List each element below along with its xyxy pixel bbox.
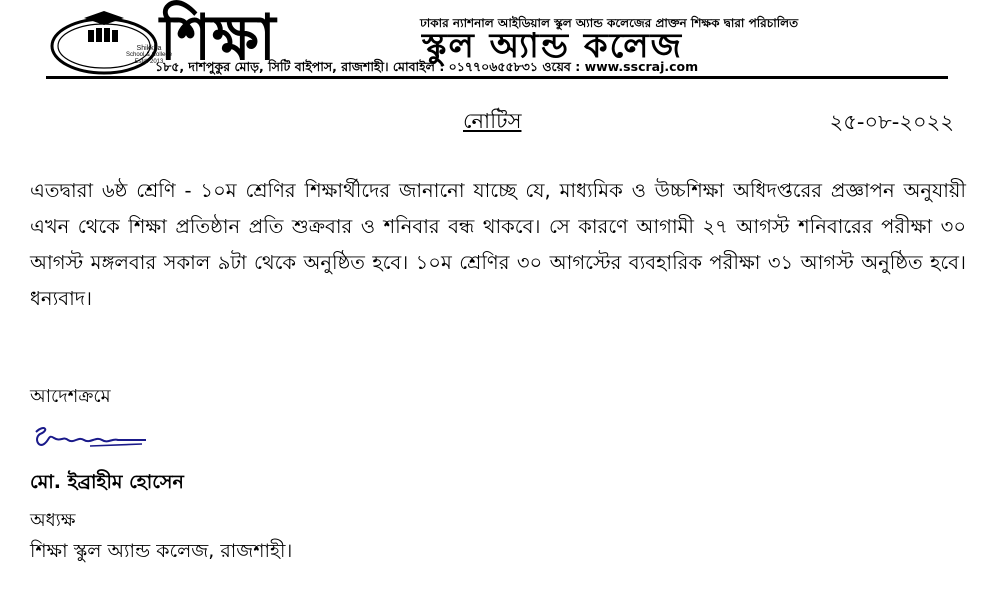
tagline: ঢাকার ন্যাশনাল আইডিয়াল স্কুল অ্যান্ড কলেজের প্রাক্তন শিক্ষক দ্বারা পরিচালিত <box>420 16 799 30</box>
signature <box>30 420 150 460</box>
by-order-label: আদেশক্রমে <box>30 386 111 407</box>
logo-text-1: Shikkha <box>136 45 162 52</box>
letterhead <box>0 0 996 86</box>
notice-body: এতদ্বারা ৬ষ্ঠ শ্রেণি - ১০ম শ্রেণির শিক্ষার্থীদের জানানো যাচ্ছে যে, মাধ্যমিক ও উচ্চশিক্ষা অধিদপ্তরের প্রজ্ঞাপন অনুযায়ী এখন থেকে শিক্ষা প্রতিষ্ঠান প্রতি শুক্রবার ও শনিবার বন্ধ থাকবে। সে কারণে আগামী ২৭ আগস্ট শনিবারের পরীক্ষা ৩০ আগস্ট মঙ্গলবার সকাল ৯টা থেকে অনুষ্ঠিত হবে। ১০ম শ্রেণির ৩০ আগস্টের ব্যবহারিক পরীক্ষা ৩১ আগস্ট অনুষ্ঠিত হবে। ধন্যবাদ। <box>30 179 966 310</box>
school-name-brand: শিক্ষা <box>160 0 277 75</box>
school-logo <box>46 8 173 76</box>
notice-title: নোটিস <box>463 109 522 133</box>
notice-date: ২৫-০৮-২০২২ <box>829 110 954 134</box>
signer-designation: অধ্যক্ষ <box>30 510 76 531</box>
logo-text-2: School & College <box>125 52 173 58</box>
institution-line: শিক্ষা স্কুল অ্যান্ড কলেজ, রাজশাহী। <box>30 540 293 562</box>
logo-text-3: Estd. 2013 <box>134 59 164 65</box>
signer-name: মো. ইব্রাহীম হোসেন <box>30 471 184 493</box>
header-rule <box>46 76 948 79</box>
contact-line: ১৮৫, দাশপুকুর মোড়, সিটি বাইপাস, রাজশাহী। মোবাইল : ০১৭৭০৬৫৫৮৩১ ওয়েব : www.sscraj.com <box>155 59 699 74</box>
school-subtitle: স্কুল অ্যান্ড কলেজ <box>422 26 684 66</box>
